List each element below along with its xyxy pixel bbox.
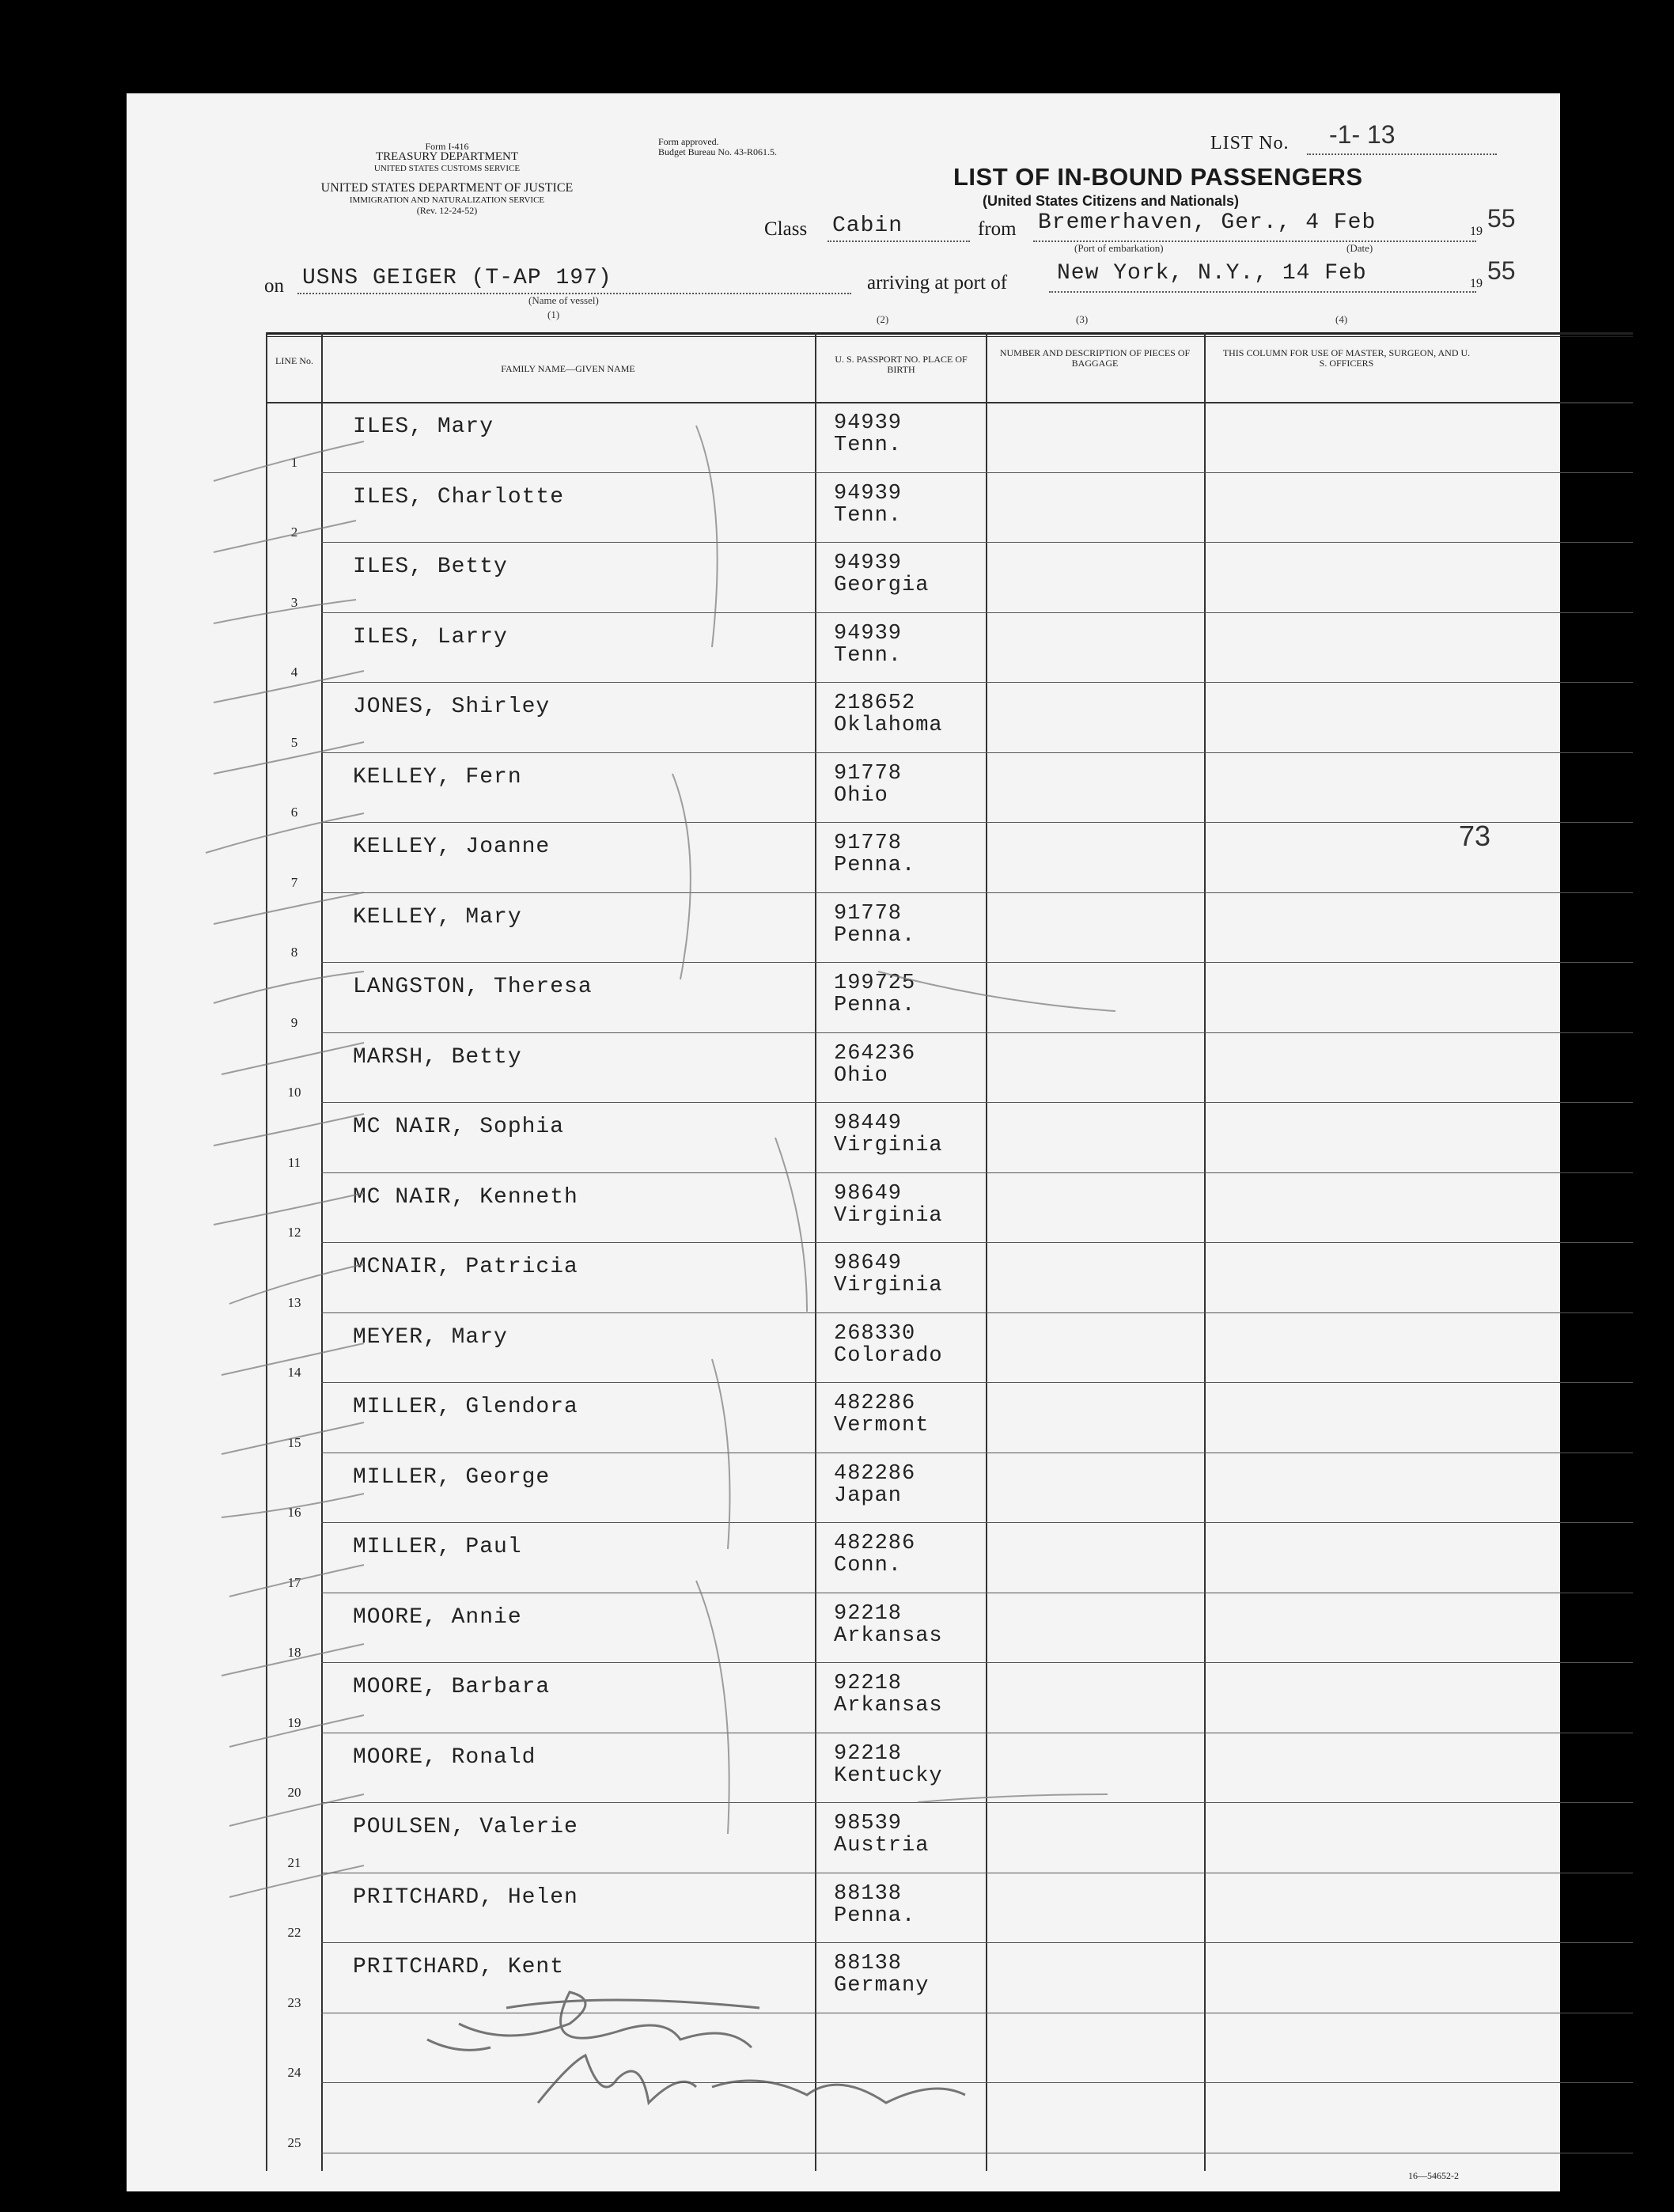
place-of-birth: Tenn. — [834, 643, 903, 668]
passenger-name: PRITCHARD, Helen — [353, 1884, 578, 1910]
passenger-name: MEYER, Mary — [353, 1324, 508, 1350]
header-officers: THIS COLUMN FOR USE OF MASTER, SURGEON, AND U. S. OFFICERS — [1222, 347, 1471, 369]
passport-number: 98649 — [834, 1181, 903, 1206]
line-number: 21 — [287, 1854, 301, 1870]
line-number: 11 — [287, 1154, 301, 1170]
footer-code: 16—54652-2 — [1408, 2170, 1459, 2181]
passenger-name: MARSH, Betty — [353, 1044, 522, 1070]
place-of-birth: Virginia — [834, 1274, 943, 1297]
line-number: 14 — [287, 1365, 301, 1380]
manifest-page — [127, 93, 1560, 2191]
col-num-4: (4) — [1335, 313, 1348, 325]
place-of-birth: Ohio — [834, 1063, 888, 1088]
passenger-name: ILES, Betty — [353, 555, 508, 579]
passport-number: 98539 — [834, 1812, 903, 1835]
form-approved: Form approved. — [658, 136, 719, 147]
port-embarkation-caption: (Port of embarkation) — [1074, 242, 1164, 254]
class-label: Class — [764, 218, 808, 240]
arrival-year: 55 — [1487, 256, 1516, 285]
passport-number: 88138 — [834, 1952, 903, 1975]
place-of-birth: Germany — [834, 1974, 930, 1998]
place-of-birth: Georgia — [834, 574, 930, 597]
class-value: Cabin — [832, 214, 903, 238]
vessel-value: USNS GEIGER (T-AP 197) — [302, 266, 612, 290]
passenger-name: MILLER, Paul — [353, 1535, 522, 1559]
col-num-1: (1) — [547, 309, 560, 320]
place-of-birth: Penna. — [834, 1903, 916, 1928]
line-number: 13 — [287, 1294, 301, 1310]
passenger-name: ILES, Mary — [353, 415, 494, 439]
passenger-name: PRITCHARD, Kent — [353, 1955, 565, 1979]
passenger-name: ILES, Charlotte — [353, 484, 565, 509]
on-label: on — [264, 275, 284, 297]
line-number: 10 — [287, 1085, 301, 1100]
passport-number: 91778 — [834, 831, 903, 855]
place-of-birth: Arkansas — [834, 1623, 943, 1648]
line-number: 25 — [287, 2134, 301, 2150]
place-of-birth: Vermont — [834, 1414, 930, 1437]
place-of-birth: Penna. — [834, 854, 916, 877]
passenger-name: MILLER, George — [353, 1464, 551, 1490]
col-num-2: (2) — [877, 313, 889, 325]
passenger-name: KELLEY, Mary — [353, 904, 522, 930]
line-number: 18 — [287, 1645, 301, 1660]
passport-number: 91778 — [834, 761, 903, 786]
passport-number: 94939 — [834, 621, 903, 646]
line-number: 7 — [290, 874, 298, 890]
line-number: 3 — [290, 594, 298, 610]
passenger-name: MC NAIR, Kenneth — [353, 1184, 578, 1210]
arriving-label: arriving at port of — [867, 272, 1008, 294]
line-number: 23 — [287, 1994, 301, 2010]
place-of-birth: Penna. — [834, 994, 916, 1017]
passenger-name: JONES, Shirley — [353, 695, 551, 719]
passport-number: 88138 — [834, 1881, 903, 1906]
from-value: Bremerhaven, Ger., 4 Feb — [1038, 210, 1377, 235]
col-num-3: (3) — [1076, 313, 1089, 325]
header-line-no: LINE No. — [275, 355, 313, 366]
immigration-service: IMMIGRATION AND NATURALIZATION SERVICE — [349, 195, 545, 205]
officer-note-row7: 73 — [1459, 820, 1491, 852]
place-of-birth: Japan — [834, 1483, 903, 1508]
passport-number: 91778 — [834, 901, 903, 926]
line-number: 16 — [287, 1505, 301, 1520]
pencil-marks — [127, 93, 1560, 2191]
passenger-name: MOORE, Ronald — [353, 1744, 536, 1770]
passport-number: 94939 — [834, 551, 903, 575]
line-number: 12 — [287, 1225, 301, 1240]
place-of-birth: Arkansas — [834, 1694, 943, 1718]
passenger-name: ILES, Larry — [353, 624, 508, 650]
line-number: 24 — [287, 2065, 301, 2080]
line-number: 9 — [290, 1014, 298, 1030]
place-of-birth: Oklahoma — [834, 714, 943, 737]
treasury-dept: TREASURY DEPARTMENT — [375, 150, 519, 163]
passport-number: 94939 — [834, 411, 903, 435]
list-no-value: -1- 13 — [1329, 120, 1396, 149]
passport-number: 482286 — [834, 1532, 916, 1555]
place-of-birth: Conn. — [834, 1554, 903, 1578]
line-number: 5 — [290, 734, 298, 750]
line-number: 20 — [287, 1785, 301, 1800]
passport-number: 94939 — [834, 481, 903, 506]
place-of-birth: Colorado — [834, 1343, 943, 1368]
line-number: 8 — [290, 945, 298, 960]
passport-number: 92218 — [834, 1601, 903, 1626]
from-label: from — [978, 218, 1017, 240]
passport-number: 92218 — [834, 1672, 903, 1695]
place-of-birth: Kentucky — [834, 1763, 943, 1788]
line-number: 15 — [287, 1434, 301, 1450]
passenger-name: MC NAIR, Sophia — [353, 1115, 565, 1139]
passenger-name: MOORE, Barbara — [353, 1675, 551, 1699]
line-number: 1 — [290, 454, 298, 470]
passenger-name: KELLEY, Fern — [353, 764, 522, 790]
from-year-prefix: 19 — [1470, 225, 1483, 238]
place-of-birth: Virginia — [834, 1203, 943, 1228]
passenger-name: MILLER, Glendora — [353, 1395, 578, 1419]
passenger-name: MOORE, Annie — [353, 1604, 522, 1630]
place-of-birth: Tenn. — [834, 434, 903, 457]
place-of-birth: Virginia — [834, 1134, 943, 1157]
passport-number: 218652 — [834, 691, 916, 715]
from-year: 55 — [1487, 204, 1516, 233]
arrival-value: New York, N.Y., 14 Feb — [1057, 261, 1367, 286]
passenger-name: MCNAIR, Patricia — [353, 1255, 578, 1279]
place-of-birth: Penna. — [834, 923, 916, 948]
header-baggage: NUMBER AND DESCRIPTION OF PIECES OF BAGGAGE — [999, 347, 1191, 369]
line-number: 22 — [287, 1925, 301, 1940]
passport-number: 264236 — [834, 1041, 916, 1066]
revision-date: (Rev. 12-24-52) — [416, 205, 478, 216]
budget-bureau: Budget Bureau No. 43-R061.5. — [658, 146, 777, 157]
passport-number: 482286 — [834, 1392, 916, 1415]
header-name: FAMILY NAME—GIVEN NAME — [501, 363, 635, 374]
list-no-label: LIST No. — [1210, 133, 1290, 153]
place-of-birth: Ohio — [834, 783, 888, 808]
vessel-caption: (Name of vessel) — [528, 294, 599, 306]
line-number: 17 — [287, 1574, 301, 1590]
customs-service: UNITED STATES CUSTOMS SERVICE — [373, 164, 521, 173]
passenger-name: POULSEN, Valerie — [353, 1815, 578, 1839]
form-subtitle: (United States Citizens and Nationals) — [983, 193, 1240, 209]
date-caption: (Date) — [1346, 242, 1373, 254]
place-of-birth: Tenn. — [834, 503, 903, 528]
place-of-birth: Austria — [834, 1834, 930, 1858]
line-number: 2 — [290, 525, 298, 540]
passenger-name: LANGSTON, Theresa — [353, 975, 593, 999]
header-passport: U. S. PASSPORT NO. PLACE OF BIRTH — [835, 354, 968, 375]
line-number: 19 — [287, 1714, 301, 1730]
form-title: LIST OF IN-BOUND PASSENGERS — [953, 163, 1363, 191]
passport-number: 482286 — [834, 1461, 916, 1486]
passport-number: 98449 — [834, 1112, 903, 1135]
form-number: Form I-416 — [425, 141, 469, 152]
passport-number: 92218 — [834, 1741, 903, 1766]
passport-number: 98649 — [834, 1252, 903, 1275]
arrival-year-prefix: 19 — [1470, 277, 1483, 290]
passport-number: 268330 — [834, 1321, 916, 1346]
line-number: 4 — [290, 665, 298, 680]
passport-number: 199725 — [834, 972, 916, 995]
justice-dept: UNITED STATES DEPARTMENT OF JUSTICE — [320, 181, 574, 195]
line-number: 6 — [290, 805, 298, 820]
passenger-name: KELLEY, Joanne — [353, 835, 551, 859]
